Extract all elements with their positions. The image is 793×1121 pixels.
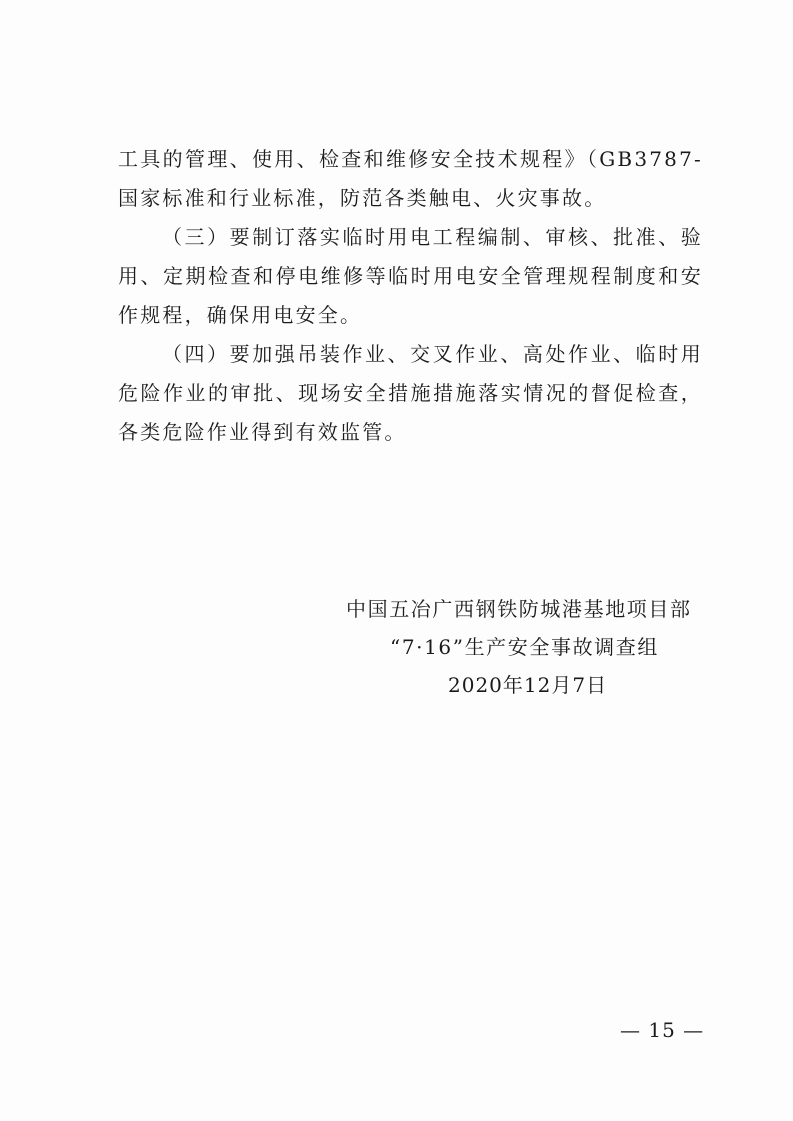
page-number: — 15 — [620,1018,705,1042]
paragraph-line: 用、定期检查和停电维修等临时用电安全管理规程制度和安 [118,264,703,288]
signature-organization: 中国五冶广西钢铁防城港基地项目部 [346,597,692,621]
signature-group: “7·16”生产安全事故调查组 [390,635,659,659]
paragraph-3 [118,335,703,452]
paragraph-line: （四）要加强吊装作业、交叉作业、高处作业、临时用 [162,342,703,366]
document-body [118,140,703,452]
paragraph-line: 作规程，确保用电安全。 [118,303,363,327]
paragraph-line: 工具的管理、使用、检查和维修安全技术规程》（GB3787- [118,147,703,171]
paragraph-line: 各类危险作业得到有效监管。 [118,420,407,444]
paragraph-line: 危险作业的审批、现场安全措施措施落实情况的督促检查， [118,381,703,405]
paragraph-line: （三）要制订落实临时用电工程编制、审核、批准、验 [162,225,703,249]
signature-date: 2020年12月7日 [448,673,608,697]
signature-block [340,590,700,704]
paragraph-2 [118,218,703,335]
paragraph-line: 国家标准和行业标准，防范各类触电、火灾事故。 [118,186,607,210]
paragraph-1 [118,140,703,218]
